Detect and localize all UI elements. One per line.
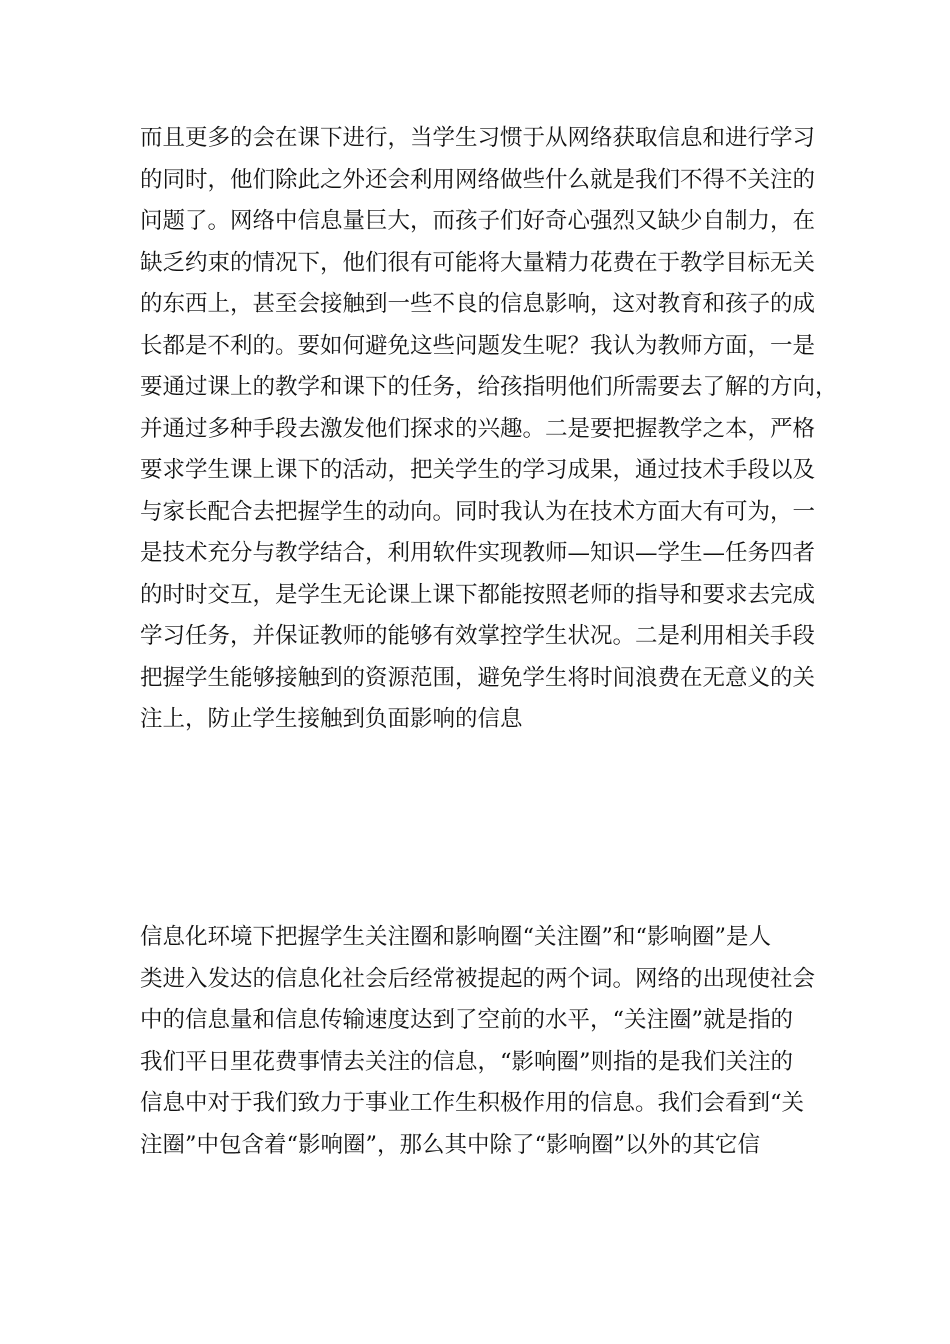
text-line: 的同时，他们除此之外还会利用网络做些什么就是我们不得不关注的 — [140, 166, 816, 193]
text-line: 信息化环境下把握学生关注圈和影响圈“关注圈”和“影响圈”是人 — [140, 924, 772, 950]
text-line: 注圈”中包含着“影响圈”，那么其中除了“影响圈”以外的其它信 — [140, 1131, 761, 1158]
text-line: 把握学生能够接触到的资源范围，避免学生将时间浪费在无意义的关 — [140, 664, 816, 691]
text-line: 与家长配合去把握学生的动向。同时我认为在技术方面大有可为，一 — [140, 498, 816, 525]
text-line: 信息中对于我们致力于事业工作生积极作用的信息。我们会看到“关 — [140, 1090, 805, 1116]
text-line: 学习任务，并保证教师的能够有效掌控学生状况。二是利用相关手段 — [140, 623, 816, 649]
text-line: 长都是不利的。要如何避免这些问题发生呢？我认为教师方面，一是 — [140, 332, 816, 359]
text-line: 问题了。网络中信息量巨大，而孩子们好奇心强烈又缺少自制力，在 — [140, 208, 816, 234]
paragraph-2 — [140, 917, 830, 1166]
text-line: 注上，防止学生接触到负面影响的信息 — [140, 706, 523, 732]
text-line: 缺乏约束的情况下，他们很有可能将大量精力花费在于教学目标无关 — [140, 249, 816, 276]
text-line: 的东西上，甚至会接触到一些不良的信息影响，这对教育和孩子的成 — [140, 291, 816, 317]
paragraph-1 — [140, 118, 838, 741]
text-line: 要求学生课上课下的活动，把关学生的学习成果，通过技术手段以及 — [140, 457, 816, 483]
text-line: 是技术充分与教学结合，利用软件实现教师—知识—学生—任务四者 — [140, 540, 816, 566]
text-line: 的时时交互，是学生无论课上课下都能按照老师的指导和要求去完成 — [140, 581, 816, 608]
text-line: 中的信息量和信息传输速度达到了空前的水平，“关注圈”就是指的 — [140, 1007, 794, 1033]
text-line: 而且更多的会在课下进行，当学生习惯于从网络获取信息和进行学习 — [140, 125, 816, 151]
text-line: 类进入发达的信息化社会后经常被提起的两个词。网络的出现使社会 — [140, 965, 816, 992]
text-line: 我们平日里花费事情去关注的信息，“影响圈”则指的是我们关注的 — [140, 1048, 794, 1075]
text-line: 并通过多种手段去激发他们探求的兴趣。二是要把握教学之本，严格 — [140, 415, 816, 442]
text-line: 要通过课上的教学和课下的任务，给孩指明他们所需要去了解的方向， — [140, 374, 838, 400]
